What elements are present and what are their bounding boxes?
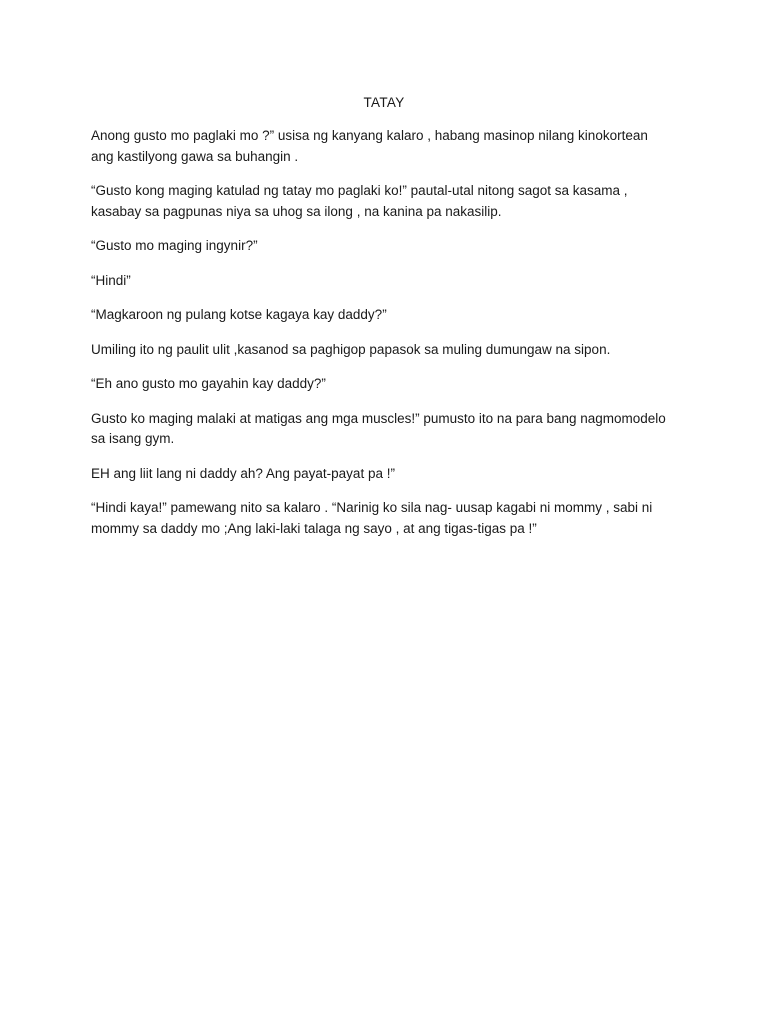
- paragraph-line: sa isang gym.: [91, 431, 175, 446]
- paragraph-6: [91, 340, 691, 361]
- paragraph-10: [91, 498, 691, 539]
- paragraph-line: Umiling ito ng paulit ulit ,kasanod sa paghigop papasok sa muling dumungaw na sipon.: [91, 341, 611, 357]
- paragraph-line: “Hindi kaya!” pamewang nito sa kalaro . “Narinig ko sila nag- uusap kagabi ni mommy , sabi ni: [91, 500, 653, 515]
- paragraph-line: Anong gusto mo paglaki mo ?” usisa ng kanyang kalaro , habang masinop nilang kinokortean: [91, 128, 648, 143]
- paragraph-line: “Magkaroon ng pulang kotse kagaya kay daddy?”: [91, 307, 387, 322]
- paragraph-4: [91, 271, 691, 292]
- paragraph-line: EH ang liit lang ni daddy ah? Ang payat-payat pa !”: [91, 465, 395, 481]
- paragraph-line: mommy sa daddy mo ;Ang laki-laki talaga ng sayo , at ang tigas-tigas pa !”: [91, 520, 537, 536]
- paragraph-line: “Gusto kong maging katulad ng tatay mo paglaki ko!” pautal-utal nitong sagot sa kasama ,: [91, 183, 628, 198]
- paragraph-line: “Eh ano gusto mo gayahin kay daddy?”: [91, 376, 326, 391]
- paragraph-3: [91, 236, 691, 257]
- paragraph-2: [91, 181, 691, 222]
- paragraph-1: [91, 126, 691, 167]
- paragraph-5: [91, 305, 691, 326]
- paragraph-7: [91, 374, 691, 395]
- document-body: [91, 126, 691, 553]
- paragraph-9: [91, 464, 691, 485]
- paragraph-line: Gusto ko maging malaki at matigas ang mga muscles!” pumusto ito na para bang nagmomodelo: [91, 410, 666, 426]
- paragraph-line: “Hindi”: [91, 272, 131, 288]
- document-title: TATAY: [363, 95, 405, 110]
- paragraph-line: “Gusto mo maging ingynir?”: [91, 238, 258, 253]
- paragraph-8: [91, 409, 691, 450]
- paragraph-line: ang kastilyong gawa sa buhangin .: [91, 148, 299, 164]
- paragraph-line: kasabay sa pagpunas niya sa uhog sa ilong , na kanina pa nakasilip.: [91, 203, 502, 219]
